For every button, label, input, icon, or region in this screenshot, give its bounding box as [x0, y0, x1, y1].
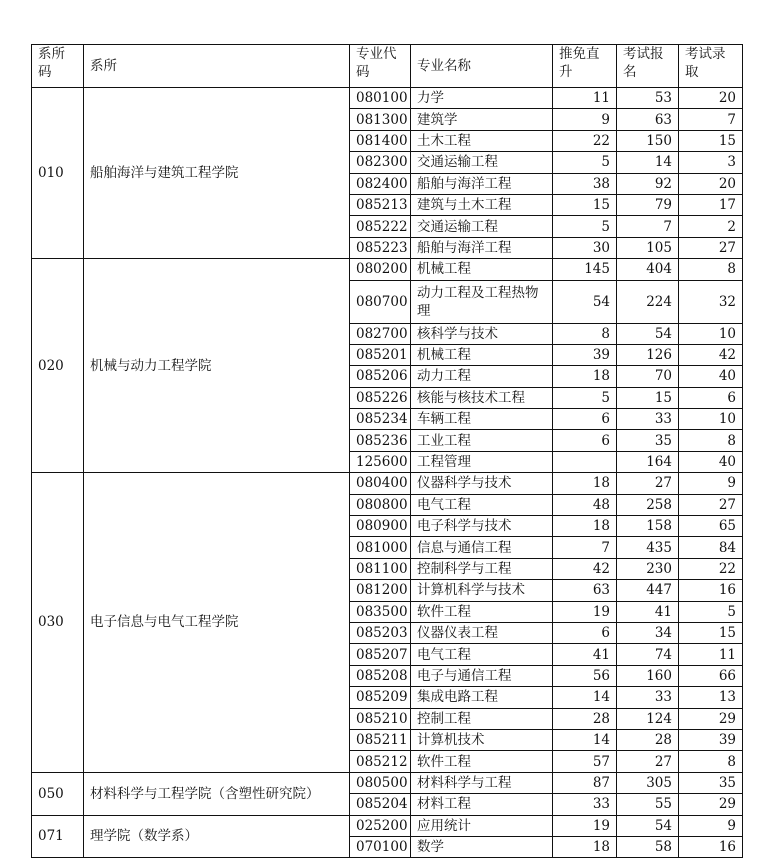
major-code-cell: 025200 [350, 815, 411, 836]
major-name-cell: 交通运输工程 [411, 152, 553, 173]
recommended-count-cell: 33 [553, 794, 617, 815]
admitted-count-cell: 10 [679, 409, 743, 430]
major-code-cell: 085226 [350, 387, 411, 408]
major-code-cell: 083500 [350, 601, 411, 622]
major-code-cell: 085236 [350, 430, 411, 451]
recommended-count-cell: 41 [553, 644, 617, 665]
major-code-cell: 080900 [350, 516, 411, 537]
admitted-count-cell: 9 [679, 473, 743, 494]
applicant-count-cell: 14 [617, 152, 679, 173]
header-dept-name: 系所 [84, 45, 350, 88]
recommended-count-cell: 19 [553, 815, 617, 836]
recommended-count-cell: 11 [553, 88, 617, 109]
applicant-count-cell: 7 [617, 216, 679, 237]
major-code-cell: 085204 [350, 794, 411, 815]
major-code-cell: 085206 [350, 366, 411, 387]
admitted-count-cell: 6 [679, 387, 743, 408]
applicant-count-cell: 33 [617, 409, 679, 430]
major-name-cell: 建筑与土木工程 [411, 194, 553, 215]
major-name-cell: 信息与通信工程 [411, 537, 553, 558]
dept-name-cell: 船舶海洋与建筑工程学院 [84, 88, 350, 259]
table-row [32, 473, 743, 494]
recommended-count-cell: 8 [553, 323, 617, 344]
recommended-count-cell: 145 [553, 259, 617, 280]
table-row [32, 815, 743, 836]
recommended-count-cell: 15 [553, 194, 617, 215]
major-name-cell: 工程管理 [411, 451, 553, 472]
admitted-count-cell: 17 [679, 194, 743, 215]
header-dept-code: 系所码 [32, 45, 84, 88]
table-header-row [32, 45, 743, 88]
major-name-cell: 仪器仪表工程 [411, 622, 553, 643]
admitted-count-cell: 40 [679, 451, 743, 472]
major-name-cell: 控制工程 [411, 708, 553, 729]
recommended-count-cell: 87 [553, 772, 617, 793]
major-code-cell: 085212 [350, 751, 411, 772]
recommended-count-cell: 14 [553, 687, 617, 708]
recommended-count-cell: 18 [553, 473, 617, 494]
admitted-count-cell: 27 [679, 494, 743, 515]
major-code-cell: 085234 [350, 409, 411, 430]
major-name-cell: 计算机科学与技术 [411, 580, 553, 601]
admitted-count-cell: 15 [679, 130, 743, 151]
major-name-cell: 材料工程 [411, 794, 553, 815]
major-code-cell: 081300 [350, 109, 411, 130]
major-name-cell: 电气工程 [411, 644, 553, 665]
major-name-cell: 软件工程 [411, 601, 553, 622]
applicant-count-cell: 27 [617, 751, 679, 772]
admitted-count-cell: 65 [679, 516, 743, 537]
dept-code-cell: 020 [32, 259, 84, 473]
major-code-cell: 080100 [350, 88, 411, 109]
recommended-count-cell: 63 [553, 580, 617, 601]
applicant-count-cell: 126 [617, 344, 679, 365]
applicant-count-cell: 105 [617, 237, 679, 258]
major-name-cell: 机械工程 [411, 259, 553, 280]
applicant-count-cell: 70 [617, 366, 679, 387]
admitted-count-cell: 39 [679, 729, 743, 750]
recommended-count-cell: 54 [553, 280, 617, 323]
recommended-count-cell [553, 451, 617, 472]
major-code-cell: 081000 [350, 537, 411, 558]
recommended-count-cell: 6 [553, 409, 617, 430]
dept-name-cell: 机械与动力工程学院 [84, 259, 350, 473]
admitted-count-cell: 42 [679, 344, 743, 365]
major-code-cell: 082400 [350, 173, 411, 194]
major-name-cell: 车辆工程 [411, 409, 553, 430]
recommended-count-cell: 9 [553, 109, 617, 130]
admitted-count-cell: 8 [679, 751, 743, 772]
applicant-count-cell: 74 [617, 644, 679, 665]
admitted-count-cell: 8 [679, 259, 743, 280]
admitted-count-cell: 5 [679, 601, 743, 622]
recommended-count-cell: 57 [553, 751, 617, 772]
recommended-count-cell: 30 [553, 237, 617, 258]
major-code-cell: 080500 [350, 772, 411, 793]
table-row [32, 88, 743, 109]
admitted-count-cell: 9 [679, 815, 743, 836]
admitted-count-cell: 29 [679, 708, 743, 729]
admitted-count-cell: 16 [679, 580, 743, 601]
admitted-count-cell: 20 [679, 173, 743, 194]
admitted-count-cell: 35 [679, 772, 743, 793]
applicant-count-cell: 150 [617, 130, 679, 151]
major-code-cell: 081400 [350, 130, 411, 151]
major-code-cell: 085213 [350, 194, 411, 215]
header-recommended: 推免直升 [553, 45, 617, 88]
major-code-cell: 085208 [350, 665, 411, 686]
applicant-count-cell: 224 [617, 280, 679, 323]
recommended-count-cell: 28 [553, 708, 617, 729]
header-applicants: 考试报名 [617, 45, 679, 88]
applicant-count-cell: 27 [617, 473, 679, 494]
applicant-count-cell: 58 [617, 836, 679, 857]
applicant-count-cell: 33 [617, 687, 679, 708]
major-name-cell: 应用统计 [411, 815, 553, 836]
major-name-cell: 动力工程 [411, 366, 553, 387]
admitted-count-cell: 2 [679, 216, 743, 237]
applicant-count-cell: 230 [617, 558, 679, 579]
major-name-cell: 交通运输工程 [411, 216, 553, 237]
major-name-cell: 仪器科学与技术 [411, 473, 553, 494]
major-name-cell: 电子与通信工程 [411, 665, 553, 686]
major-code-cell: 085222 [350, 216, 411, 237]
major-name-cell: 工业工程 [411, 430, 553, 451]
recommended-count-cell: 22 [553, 130, 617, 151]
applicant-count-cell: 63 [617, 109, 679, 130]
applicant-count-cell: 54 [617, 815, 679, 836]
admitted-count-cell: 11 [679, 644, 743, 665]
admitted-count-cell: 10 [679, 323, 743, 344]
dept-code-cell: 050 [32, 772, 84, 815]
major-code-cell: 085223 [350, 237, 411, 258]
major-code-cell: 080700 [350, 280, 411, 323]
applicant-count-cell: 55 [617, 794, 679, 815]
recommended-count-cell: 5 [553, 387, 617, 408]
admitted-count-cell: 20 [679, 88, 743, 109]
major-code-cell: 125600 [350, 451, 411, 472]
major-name-cell: 力学 [411, 88, 553, 109]
recommended-count-cell: 6 [553, 622, 617, 643]
applicant-count-cell: 258 [617, 494, 679, 515]
recommended-count-cell: 5 [553, 152, 617, 173]
major-code-cell: 081100 [350, 558, 411, 579]
recommended-count-cell: 7 [553, 537, 617, 558]
major-code-cell: 085209 [350, 687, 411, 708]
admitted-count-cell: 7 [679, 109, 743, 130]
major-name-cell: 集成电路工程 [411, 687, 553, 708]
major-code-cell: 085207 [350, 644, 411, 665]
major-name-cell: 电气工程 [411, 494, 553, 515]
major-name-cell: 计算机技术 [411, 729, 553, 750]
major-name-cell: 材料科学与工程 [411, 772, 553, 793]
applicant-count-cell: 305 [617, 772, 679, 793]
admitted-count-cell: 3 [679, 152, 743, 173]
applicant-count-cell: 164 [617, 451, 679, 472]
admitted-count-cell: 84 [679, 537, 743, 558]
major-code-cell: 085210 [350, 708, 411, 729]
major-name-cell: 控制科学与工程 [411, 558, 553, 579]
recommended-count-cell: 38 [553, 173, 617, 194]
admitted-count-cell: 16 [679, 836, 743, 857]
recommended-count-cell: 19 [553, 601, 617, 622]
table-row [32, 772, 743, 793]
recommended-count-cell: 14 [553, 729, 617, 750]
applicant-count-cell: 53 [617, 88, 679, 109]
applicant-count-cell: 41 [617, 601, 679, 622]
admitted-count-cell: 32 [679, 280, 743, 323]
applicant-count-cell: 435 [617, 537, 679, 558]
recommended-count-cell: 18 [553, 366, 617, 387]
dept-code-cell: 030 [32, 473, 84, 772]
admitted-count-cell: 66 [679, 665, 743, 686]
recommended-count-cell: 6 [553, 430, 617, 451]
header-major-code: 专业代码 [350, 45, 411, 88]
applicant-count-cell: 160 [617, 665, 679, 686]
major-code-cell: 082300 [350, 152, 411, 173]
applicant-count-cell: 28 [617, 729, 679, 750]
recommended-count-cell: 18 [553, 516, 617, 537]
major-code-cell: 080200 [350, 259, 411, 280]
applicant-count-cell: 34 [617, 622, 679, 643]
major-name-cell: 船舶与海洋工程 [411, 237, 553, 258]
admitted-count-cell: 22 [679, 558, 743, 579]
major-code-cell: 085201 [350, 344, 411, 365]
admitted-count-cell: 27 [679, 237, 743, 258]
header-admitted: 考试录取 [679, 45, 743, 88]
major-name-cell: 电子科学与技术 [411, 516, 553, 537]
admission-table [31, 44, 743, 858]
dept-name-cell: 材料科学与工程学院（含塑性研究院） [84, 772, 350, 815]
major-name-cell: 核能与核技术工程 [411, 387, 553, 408]
applicant-count-cell: 15 [617, 387, 679, 408]
applicant-count-cell: 158 [617, 516, 679, 537]
recommended-count-cell: 5 [553, 216, 617, 237]
major-name-cell: 机械工程 [411, 344, 553, 365]
admitted-count-cell: 13 [679, 687, 743, 708]
major-name-cell: 核科学与技术 [411, 323, 553, 344]
major-code-cell: 081200 [350, 580, 411, 601]
applicant-count-cell: 124 [617, 708, 679, 729]
dept-name-cell: 电子信息与电气工程学院 [84, 473, 350, 772]
recommended-count-cell: 56 [553, 665, 617, 686]
applicant-count-cell: 447 [617, 580, 679, 601]
admitted-count-cell: 40 [679, 366, 743, 387]
major-name-cell: 动力工程及工程热物理 [411, 280, 553, 323]
admitted-count-cell: 15 [679, 622, 743, 643]
header-major-name: 专业名称 [411, 45, 553, 88]
recommended-count-cell: 18 [553, 836, 617, 857]
applicant-count-cell: 54 [617, 323, 679, 344]
applicant-count-cell: 404 [617, 259, 679, 280]
recommended-count-cell: 39 [553, 344, 617, 365]
recommended-count-cell: 42 [553, 558, 617, 579]
applicant-count-cell: 92 [617, 173, 679, 194]
major-name-cell: 建筑学 [411, 109, 553, 130]
major-code-cell: 080800 [350, 494, 411, 515]
major-code-cell: 082700 [350, 323, 411, 344]
major-name-cell: 土木工程 [411, 130, 553, 151]
applicant-count-cell: 79 [617, 194, 679, 215]
dept-code-cell: 071 [32, 815, 84, 858]
major-code-cell: 080400 [350, 473, 411, 494]
major-name-cell: 数学 [411, 836, 553, 857]
major-name-cell: 软件工程 [411, 751, 553, 772]
applicant-count-cell: 35 [617, 430, 679, 451]
dept-name-cell: 理学院（数学系） [84, 815, 350, 858]
admitted-count-cell: 29 [679, 794, 743, 815]
recommended-count-cell: 48 [553, 494, 617, 515]
dept-code-cell: 010 [32, 88, 84, 259]
table-row [32, 259, 743, 280]
major-name-cell: 船舶与海洋工程 [411, 173, 553, 194]
major-code-cell: 070100 [350, 836, 411, 857]
major-code-cell: 085211 [350, 729, 411, 750]
admitted-count-cell: 8 [679, 430, 743, 451]
major-code-cell: 085203 [350, 622, 411, 643]
